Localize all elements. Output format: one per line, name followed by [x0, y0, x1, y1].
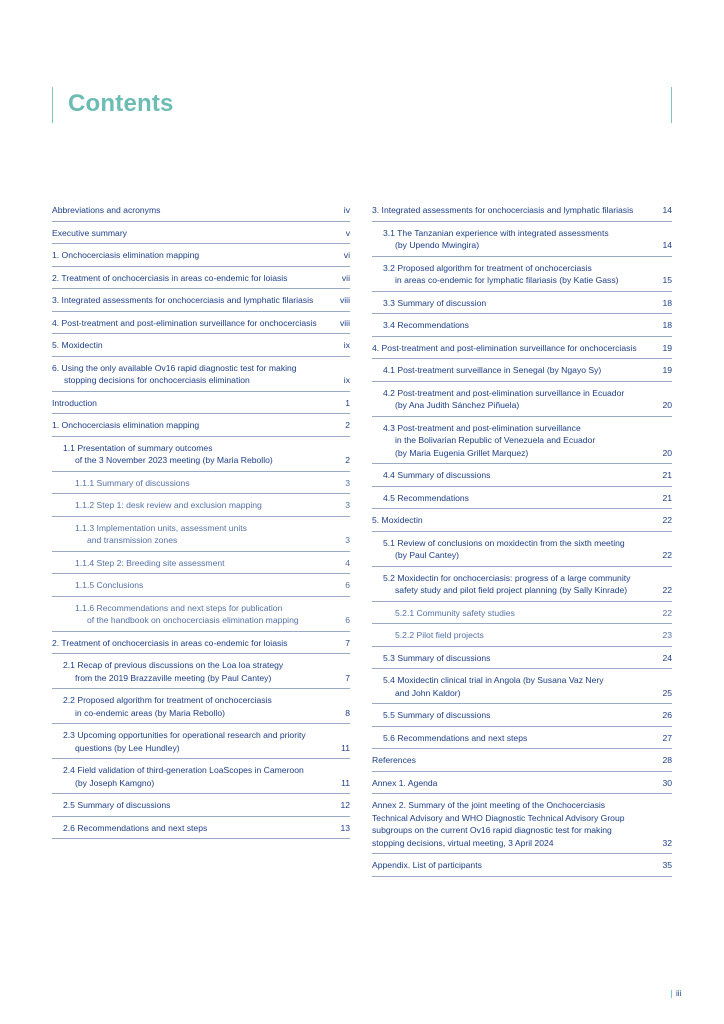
- toc-entry-title: [383, 652, 662, 665]
- toc-entry[interactable]: [52, 794, 350, 817]
- toc-entry[interactable]: [372, 602, 672, 625]
- toc-entry-page: 3: [345, 477, 350, 488]
- toc-entry-page: ix: [343, 340, 350, 350]
- toc-entry-title: [383, 262, 662, 287]
- toc-entry-line: 5.5 Summary of discussions: [383, 710, 491, 720]
- toc-entry-page: 6: [345, 580, 350, 590]
- toc-entry-title: [383, 732, 662, 745]
- toc-entry-line: 5.4 Moxidectin clinical trial in Angola (by Susana Vaz Nery: [383, 675, 604, 685]
- toc-entry-page: 2: [345, 455, 350, 465]
- toc-entry-page: 18: [662, 297, 672, 308]
- toc-entry[interactable]: [52, 724, 350, 759]
- toc-entry-title: [75, 522, 345, 547]
- toc-entry-title: [75, 499, 345, 512]
- toc-entry-title: [372, 514, 662, 527]
- toc-entry-line: questions (by Lee Hundley): [75, 742, 180, 753]
- toc-entry-page: 3: [345, 535, 350, 545]
- toc-entry-line: 5.6 Recommendations and next steps: [383, 732, 528, 743]
- toc-entry-page: 7: [345, 672, 350, 683]
- page-title: Contents: [68, 90, 174, 117]
- toc-entry-title: [63, 442, 345, 467]
- toc-entry-line: 2.4 Field validation of third-generation LoaScopes in Cameroon: [63, 765, 304, 775]
- toc-entry-line: Technical Advisory and WHO Diagnostic Technical Advisory Group: [372, 812, 625, 823]
- toc-entry-title: [52, 362, 344, 387]
- toc-entry-title: [395, 607, 662, 620]
- page-number-rule: [671, 990, 672, 998]
- toc-entry-line: (by Ana Judith Sánchez Piñuela): [395, 400, 520, 410]
- toc-entry[interactable]: [52, 759, 350, 794]
- toc-entry-line: (by Upendo Mwingira): [395, 240, 480, 250]
- toc-entry-page: 3: [345, 500, 350, 510]
- toc-entry[interactable]: [52, 494, 350, 517]
- toc-entry[interactable]: [372, 794, 672, 854]
- toc-entry-line: (by Paul Cantey): [395, 550, 460, 560]
- toc-entry-page: 2: [345, 420, 350, 430]
- toc-entry-title: [383, 319, 662, 332]
- toc-entry-page: 35: [662, 860, 672, 870]
- toc-entry-title: [383, 572, 662, 597]
- toc-entry-page: 26: [662, 710, 672, 720]
- toc-entry[interactable]: [52, 312, 350, 335]
- toc-entry[interactable]: [372, 772, 672, 795]
- toc-entry[interactable]: [372, 704, 672, 727]
- toc-entry-page: 12: [340, 800, 350, 810]
- toc-entry[interactable]: [372, 292, 672, 315]
- toc-entry-line: 4.4 Summary of discussions: [383, 470, 491, 480]
- toc-entry[interactable]: [372, 382, 672, 417]
- toc-entry-line: 2.1 Recap of previous discussions on the Loa loa strategy: [63, 660, 284, 670]
- toc-entry[interactable]: [372, 337, 672, 360]
- toc-entry-line: Annex 2. Summary of the joint meeting of the Onchocerciasis: [372, 800, 606, 810]
- toc-entry-line: 3.3 Summary of discussion: [383, 297, 487, 308]
- toc-entry-title: [52, 294, 340, 307]
- toc-entry[interactable]: [372, 222, 672, 257]
- toc-entry-page: 22: [662, 515, 672, 525]
- toc-entry-page: 8: [345, 707, 350, 718]
- toc-entry-page: 6: [345, 615, 350, 625]
- toc-entry[interactable]: [52, 574, 350, 597]
- toc-entry-title: [75, 477, 345, 490]
- toc-entry[interactable]: [372, 647, 672, 670]
- toc-entry-page: iv: [343, 205, 350, 215]
- toc-entry-title: [383, 674, 662, 699]
- toc-entry-page: vi: [343, 250, 350, 260]
- toc-entry[interactable]: [372, 624, 672, 647]
- toc-entry[interactable]: [52, 334, 350, 357]
- toc-entry-title: [52, 339, 344, 352]
- toc-entry[interactable]: [52, 357, 350, 392]
- toc-entry[interactable]: [372, 749, 672, 772]
- toc-entry-page: 22: [662, 607, 672, 618]
- toc-entry-title: [75, 579, 345, 592]
- toc-entry[interactable]: [52, 472, 350, 495]
- toc-entry[interactable]: [52, 517, 350, 552]
- toc-entry[interactable]: [372, 532, 672, 567]
- toc-entry-title: [383, 492, 662, 505]
- toc-entry-line: 5.3 Summary of discussions: [383, 652, 491, 663]
- toc-entry-page: 20: [662, 400, 672, 410]
- toc-entry-page: 11: [341, 742, 350, 753]
- toc-entry-page: 4: [345, 557, 350, 568]
- title-accent-rule-right: [671, 87, 672, 123]
- toc-entry-title: [52, 419, 345, 432]
- toc-entry-line: of the handbook on onchocerciasis elimination mapping: [87, 615, 299, 625]
- toc-entry-line: 4.3 Post-treatment and post-elimination surveillance: [383, 422, 581, 433]
- toc-entry-title: [52, 227, 346, 240]
- toc-entry-line: 4.5 Recommendations: [383, 492, 469, 503]
- toc-entry-line: 1.1.2 Step 1: desk review and exclusion mapping: [75, 500, 262, 510]
- toc-entry[interactable]: [372, 359, 672, 382]
- toc-entry-line: 1.1.4 Step 2: Breeding site assessment: [75, 557, 225, 568]
- toc-entry-title: [372, 342, 662, 355]
- toc-entry-page: 23: [662, 630, 672, 640]
- toc-entry-page: 24: [662, 652, 672, 663]
- toc-entry-line: 3.1 The Tanzanian experience with integrated assessments: [383, 227, 609, 238]
- toc-entry-page: viii: [339, 295, 350, 305]
- toc-entry-page: 15: [662, 275, 672, 285]
- toc-entry-line: (by Maria Eugenia Grillet Marquez): [395, 447, 529, 458]
- toc-entry-line: Abbreviations and acronyms: [52, 205, 161, 215]
- toc-entry-line: 2. Treatment of onchocerciasis in areas co-endemic for loiasis: [52, 637, 288, 648]
- toc-entry-line: 5.2.1 Community safety studies: [395, 607, 515, 618]
- toc-entry-page: 21: [662, 470, 672, 480]
- toc-entry-line: 4.1 Post-treatment surveillance in Senegal (by Ngayo Sy): [383, 365, 602, 375]
- toc-entry-line: 6. Using the only available Ov16 rapid diagnostic test for making: [52, 362, 297, 373]
- toc-entry-page: 22: [662, 585, 672, 595]
- toc-entry-title: [63, 694, 345, 719]
- toc-entry-title: [383, 537, 662, 562]
- toc-entry-line: 1.1.6 Recommendations and next steps for publication: [75, 602, 283, 613]
- toc-entry-title: [383, 387, 662, 412]
- toc-entry[interactable]: [372, 257, 672, 292]
- toc-entry-page: 30: [662, 777, 672, 788]
- toc-entry-page: 19: [662, 365, 672, 375]
- toc-entry-line: in co-endemic areas (by Maria Rebollo): [75, 707, 225, 718]
- page-number: iii: [676, 989, 682, 998]
- toc-entry-line: 3.2 Proposed algorithm for treatment of onchocerciasis: [383, 262, 592, 273]
- toc-entry-line: 1.1.5 Conclusions: [75, 580, 144, 590]
- toc-entry-title: [372, 799, 662, 849]
- toc-entry-line: 2. Treatment of onchocerciasis in areas co-endemic for loiasis: [52, 272, 288, 283]
- toc-entry-line: 3. Integrated assessments for onchocerciasis and lymphatic filariasis: [52, 295, 314, 305]
- title-accent-rule: [52, 87, 53, 123]
- toc-entry-title: [383, 469, 662, 482]
- toc-entry-page: 20: [662, 447, 672, 458]
- toc-entry-title: [383, 227, 662, 252]
- toc-entry-page: 22: [662, 550, 672, 560]
- toc-entry[interactable]: [52, 199, 350, 222]
- toc-entry-title: [383, 709, 662, 722]
- toc-entry-line: Annex 1. Agenda: [372, 777, 438, 788]
- toc-entry-line: from the 2019 Brazzaville meeting (by Paul Cantey): [75, 672, 272, 683]
- toc-entry-page: 14: [662, 240, 672, 250]
- toc-entry-line: 1.1 Presentation of summary outcomes: [63, 442, 213, 453]
- toc-entry-line: 3.4 Recommendations: [383, 320, 469, 330]
- toc-entry[interactable]: [52, 654, 350, 689]
- toc-entry[interactable]: [52, 289, 350, 312]
- toc-entry-line: safety study and pilot field project planning (by Sally Kinrade): [395, 585, 628, 595]
- toc-entry-title: [52, 317, 340, 330]
- toc-entry-line: 4.2 Post-treatment and post-elimination surveillance in Ecuador: [383, 387, 625, 398]
- toc-entry-title: [372, 777, 662, 790]
- toc-entry[interactable]: [372, 567, 672, 602]
- toc-entry-line: Introduction: [52, 397, 97, 408]
- toc-entry-page: viii: [339, 317, 350, 328]
- toc-entry-page: 14: [662, 205, 672, 215]
- toc-entry-line: Executive summary: [52, 227, 127, 238]
- toc-entry-line: 2.5 Summary of discussions: [63, 800, 171, 810]
- toc-entry-line: 4. Post-treatment and post-elimination surveillance for onchocerciasis: [372, 342, 637, 353]
- toc-entry-title: [63, 729, 341, 754]
- toc-entry-title: [75, 602, 345, 627]
- toc-entry-title: [372, 754, 662, 767]
- toc-entry[interactable]: [372, 727, 672, 750]
- toc-entry-line: 3. Integrated assessments for onchocerciasis and lymphatic filariasis: [372, 205, 634, 215]
- toc-entry-line: 1.1.3 Implementation units, assessment units: [75, 522, 247, 533]
- toc-entry-line: 2.2 Proposed algorithm for treatment of onchocerciasis: [63, 695, 272, 705]
- toc-entry-line: 1. Onchocerciasis elimination mapping: [52, 420, 200, 430]
- toc-entry[interactable]: [372, 509, 672, 532]
- toc-entry-title: [383, 364, 662, 377]
- toc-entry-line: 5.2 Moxidectin for onchocerciasis: progress of a large community: [383, 572, 631, 583]
- toc-entry[interactable]: [372, 199, 672, 222]
- toc-entry[interactable]: [372, 854, 672, 877]
- toc-entry-page: ix: [343, 375, 350, 385]
- toc-entry-page: 32: [662, 837, 672, 848]
- toc-left-column: [52, 199, 350, 839]
- toc-entry[interactable]: [52, 267, 350, 290]
- toc-entry-title: [395, 629, 662, 642]
- toc-entry[interactable]: [52, 552, 350, 575]
- toc-entry-line: 2.3 Upcoming opportunities for operational research and priority: [63, 730, 306, 740]
- toc-entry[interactable]: [372, 487, 672, 510]
- toc-entry-line: References: [372, 755, 416, 765]
- toc-entry-line: 5.2.2 Pilot field projects: [395, 630, 484, 640]
- toc-entry-title: [52, 637, 345, 650]
- toc-entry-title: [383, 422, 662, 460]
- toc-entry-line: (by Joseph Kamgno): [75, 777, 155, 788]
- toc-entry-title: [383, 297, 662, 310]
- toc-entry-line: 1.1.1 Summary of discussions: [75, 477, 190, 488]
- toc-entry[interactable]: [372, 669, 672, 704]
- toc-entry-page: 18: [662, 320, 672, 330]
- toc-entry-title: [63, 799, 340, 812]
- toc-entry-page: 19: [662, 342, 672, 353]
- toc-entry-line: 4. Post-treatment and post-elimination surveillance for onchocerciasis: [52, 317, 317, 328]
- toc-entry-line: 5. Moxidectin: [52, 340, 103, 350]
- toc-entry-line: 5.1 Review of conclusions on moxidectin from the sixth meeting: [383, 537, 625, 548]
- toc-entry-line: and transmission zones: [87, 535, 178, 545]
- toc-entry-title: [63, 822, 340, 835]
- toc-entry-title: [52, 249, 344, 262]
- toc-entry-line: 2.6 Recommendations and next steps: [63, 822, 208, 833]
- toc-entry-page: vii: [341, 272, 350, 283]
- toc-entry-line: and John Kaldor): [395, 687, 461, 698]
- toc-entry-line: in the Bolivarian Republic of Venezuela and Ecuador: [395, 435, 596, 445]
- toc-entry-page: 21: [662, 492, 672, 503]
- toc-entry-line: Appendix. List of participants: [372, 860, 482, 870]
- toc-entry[interactable]: [52, 437, 350, 472]
- toc-right-column: [372, 199, 672, 877]
- toc-entry-title: [372, 859, 662, 872]
- toc-entry[interactable]: [52, 392, 350, 415]
- toc-entry[interactable]: [372, 464, 672, 487]
- toc-entry-title: [63, 659, 345, 684]
- toc-entry-page: 25: [662, 687, 672, 698]
- toc-entry-line: in areas co-endemic for lymphatic filariasis (by Katie Gass): [395, 275, 619, 285]
- toc-entry[interactable]: [52, 632, 350, 655]
- toc-entry-title: [52, 397, 345, 410]
- toc-entry-page: 11: [341, 777, 350, 788]
- toc-entry-page: 13: [340, 822, 350, 833]
- toc-entry-title: [52, 272, 342, 285]
- toc-entry-line: subgroups on the current Ov16 rapid diagnostic test for making: [372, 825, 612, 835]
- toc-entry-title: [52, 204, 344, 217]
- toc-entry-line: stopping decisions for onchocerciasis elimination: [64, 375, 250, 385]
- toc-entry-page: v: [345, 227, 350, 238]
- toc-entry-line: of the 3 November 2023 meeting (by Maria Rebollo): [75, 455, 273, 465]
- toc-entry[interactable]: [372, 314, 672, 337]
- toc-entry[interactable]: [52, 689, 350, 724]
- toc-entry-line: 5. Moxidectin: [372, 515, 423, 525]
- toc-entry-page: 28: [662, 755, 672, 765]
- toc-entry[interactable]: [372, 417, 672, 465]
- toc-entry[interactable]: [52, 597, 350, 632]
- toc-entry-line: 1. Onchocerciasis elimination mapping: [52, 250, 200, 260]
- toc-entry[interactable]: [52, 414, 350, 437]
- toc-entry-title: [372, 204, 662, 217]
- toc-entry-page: 1: [345, 397, 350, 408]
- toc-entry-title: [75, 557, 345, 570]
- toc-entry-page: 7: [345, 637, 350, 648]
- toc-entry-line: stopping decisions, virtual meeting, 3 April 2024: [372, 837, 554, 848]
- toc-entry[interactable]: [52, 817, 350, 840]
- toc-entry-page: 27: [662, 732, 672, 743]
- toc-entry[interactable]: [52, 222, 350, 245]
- toc-entry[interactable]: [52, 244, 350, 267]
- toc-entry-title: [63, 764, 341, 789]
